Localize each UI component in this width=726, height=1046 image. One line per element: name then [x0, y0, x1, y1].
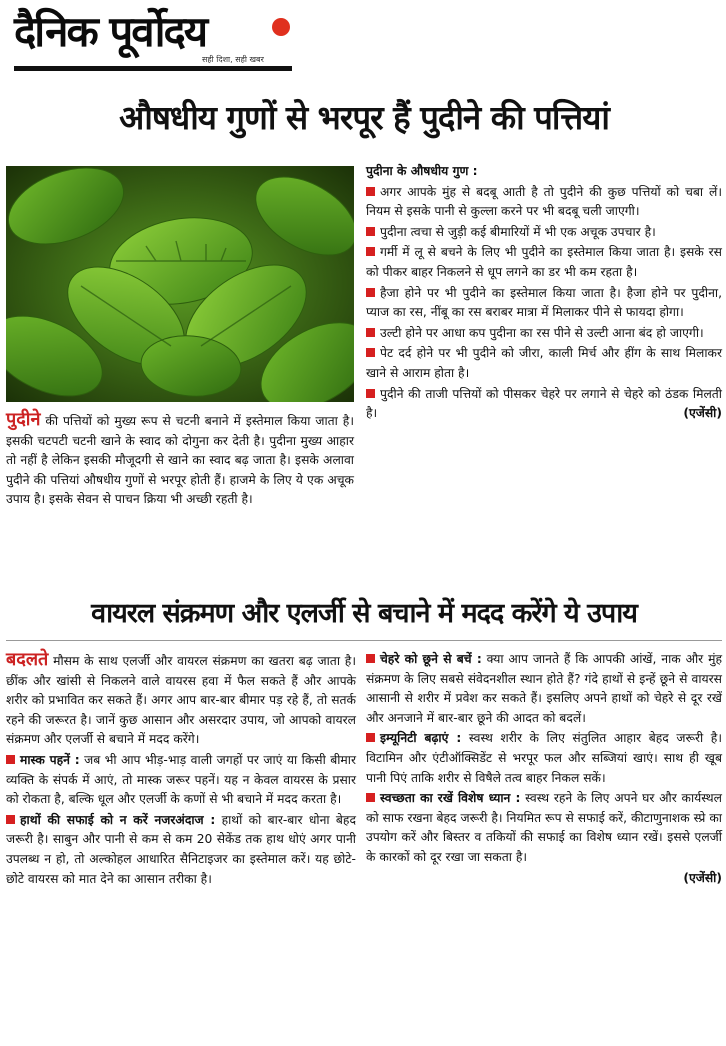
tip-item: इम्यूनिटी बढ़ाएं : स्वस्थ शरीर के लिए संतुलित आहार बेहद जरूरी है। विटामिन और एंटीऑक्सिडेंट से भरपूर फल और सब्जियां खाएं। साथ ही खूब पानी पिएं ताकि शरीर से विषैले तत्व बाहर निकल सकें। [366, 731, 722, 785]
benefit-point: गर्मी में लू से बचने के लिए भी पुदीने का इस्तेमाल किया जाता है। इसके रस को पीकर बाहर निकलने से धूप लगने का डर भी कम रहता है। [366, 245, 722, 279]
article1-intro-text: की पत्तियों को मुख्य रूप से चटनी बनाने में इस्तेमाल किया जाता है। इसकी चटपटी चटनी खाने के स्वाद को दोगुना कर देती है। पुदीना मुख्य आहार तो नहीं है लेकिन इसकी मौजूदगी से खाने का स्वाद बढ़ जाता है। इसके अलावा पुदीने की पत्तियां औषधीय गुणों से भरपूर होती हैं। हाजमे के लिए ये एक अचूक उपाय है। इसके सेवन से पाचन क्रिया भी अच्छी रहती है। [6, 414, 354, 507]
article2-intro: बदलते मौसम के साथ एलर्जी और वायरल संक्रमण का खतरा बढ़ जाता है। छींक और खांसी से निकलने वाले वायरस हवा में फैल सकते हैं और आपके शरीर को प्रभावित कर सकते हैं। अगर आप बार-बार बीमार पड़ रहे हैं, तो सतर्क रहने की जरूरत है। जानें कुछ आसान और असरदार उपाय, जो आपको वायरल संक्रमण और एलर्जी से बचाने में मदद करेंगे। [6, 649, 356, 747]
masthead [14, 8, 294, 76]
article2-left-column [6, 650, 356, 890]
section-divider [6, 640, 722, 641]
article2-headline: वायरल संक्रमण और एलर्जी से बचाने में मदद करेंगे ये उपाय [91, 598, 637, 629]
square-bullet-icon [366, 389, 375, 398]
square-bullet-icon [366, 227, 375, 236]
square-bullet-icon [366, 348, 375, 357]
article2-lead-word: बदलते [6, 649, 49, 670]
square-bullet-icon [366, 654, 375, 663]
mint-leaves-photo [6, 166, 354, 402]
square-bullet-icon [6, 815, 15, 824]
square-bullet-icon [366, 247, 375, 256]
tip-title: हाथों की सफाई को न करें नजरअंदाज : [20, 812, 216, 827]
tip-title: मास्क पहनें : [20, 752, 80, 767]
square-bullet-icon [366, 187, 375, 196]
tip-item: हाथों की सफाई को न करें नजरअंदाज : हाथों को बार-बार धोना बेहद जरूरी है। साबुन और पानी से कम से कम 20 सेकेंड तक हाथ धोएं अगर पानी उपलब्ध न हो, तो अल्कोहल आधारित सैनिटाइजर का इस्तेमाल करें। यह छोटे-छोटे वायरस को मात देने का आसान तरीका है। [6, 812, 356, 886]
agency-credit: (एजेंसी) [683, 870, 722, 885]
square-bullet-icon [6, 755, 15, 764]
benefit-point: पुदीना त्वचा से जुड़ी कई बीमारियों में भी एक अचूक उपचार है। [366, 223, 722, 243]
square-bullet-icon [366, 733, 375, 742]
tip-title: इम्यूनिटी बढ़ाएं : [380, 731, 462, 746]
tip-title: स्वच्छता का रखें विशेष ध्यान : [380, 791, 521, 806]
tip-title: चेहरे को छूने से बचें : [380, 652, 482, 666]
article1-intro [6, 410, 354, 510]
tip-item: चेहरे को छूने से बचें : क्या आप जानते हैं कि आपकी आंखें, नाक और मुंह संक्रमण के लिए सबसे संवेदनशील स्थान होते हैं? गंदे हाथों से इन्हें छूने से वायरस आसानी से शरीर में प्रवेश कर सकते हैं। इसलिए अपने हाथों को चेहरे से दूर रखें और अनजाने में बार-बार छूने की आदत को बदलें। [366, 652, 722, 725]
brand-dot-icon [272, 18, 290, 36]
tip-item: मास्क पहनें : जब भी आप भीड़-भाड़ वाली जगहों पर जाएं या किसी बीमार व्यक्ति के संपर्क में आएं, तो मास्क जरूर पहनें। यह न केवल वायरस के प्रसार को रोकता है, बल्कि धूल और एलर्जी के कणों से भी बचाने में मदद करता है। [6, 752, 356, 807]
newspaper-tagline: सही दिशा, सही खबर [202, 55, 264, 64]
benefit-point: पेट दर्द होने पर भी पुदीने को जीरा, काली मिर्च और हींग के साथ मिलाकर खाने से आराम होता है। [366, 346, 722, 380]
benefits-title: पुदीना के औषधीय गुण : [366, 164, 478, 178]
newspaper-name: दैनिक पूर्वोदय [14, 7, 207, 56]
article1-headline: औषधीय गुणों से भरपूर हैं पुदीने की पत्तियां [119, 98, 609, 137]
benefit-point: अगर आपके मुंह से बदबू आती है तो पुदीने की कुछ पत्तियों को चबा लें। नियम से इसके पानी से कुल्ला करने पर भी बदबू चली जाएगी। [366, 184, 722, 219]
tip-item: स्वच्छता का रखें विशेष ध्यान : स्वस्थ रहने के लिए अपने घर और कार्यस्थल को साफ रखना बेहद जरूरी है। नियमित रूप से सफाई करें, कीटाणुनाशक स्प्रे का उपयोग करें और बिस्तर व तकियों की सफाई का विशेष ध्यान रखें। इससे एलर्जी के कारकों को दूर रखा जा सकता है। [366, 791, 722, 864]
article2-right-column [366, 650, 722, 888]
article1-lead-word: पुदीने [6, 409, 41, 430]
masthead-rule [14, 66, 292, 71]
benefit-point: हैजा होने पर भी पुदीने का इस्तेमाल किया जाता है। हैजा होने पर पुदीना, प्याज का रस, नींबू का रस बराबर मात्रा में मिलाकर पीने से फायदा होगा। [366, 285, 722, 320]
benefit-point: उल्टी होने पर आधा कप पुदीना का रस पीने से उल्टी आना बंद हो जाएगी। [366, 324, 722, 344]
article1-benefits-box [366, 162, 722, 425]
square-bullet-icon [366, 793, 375, 802]
square-bullet-icon [366, 288, 375, 297]
benefit-point: पुदीने की ताजी पत्तियों को पीसकर चेहरे पर लगाने से चेहरे को ठंडक मिलती है। (एजेंसी) [366, 385, 722, 424]
agency-credit: (एजेंसी) [683, 406, 722, 421]
square-bullet-icon [366, 328, 375, 337]
